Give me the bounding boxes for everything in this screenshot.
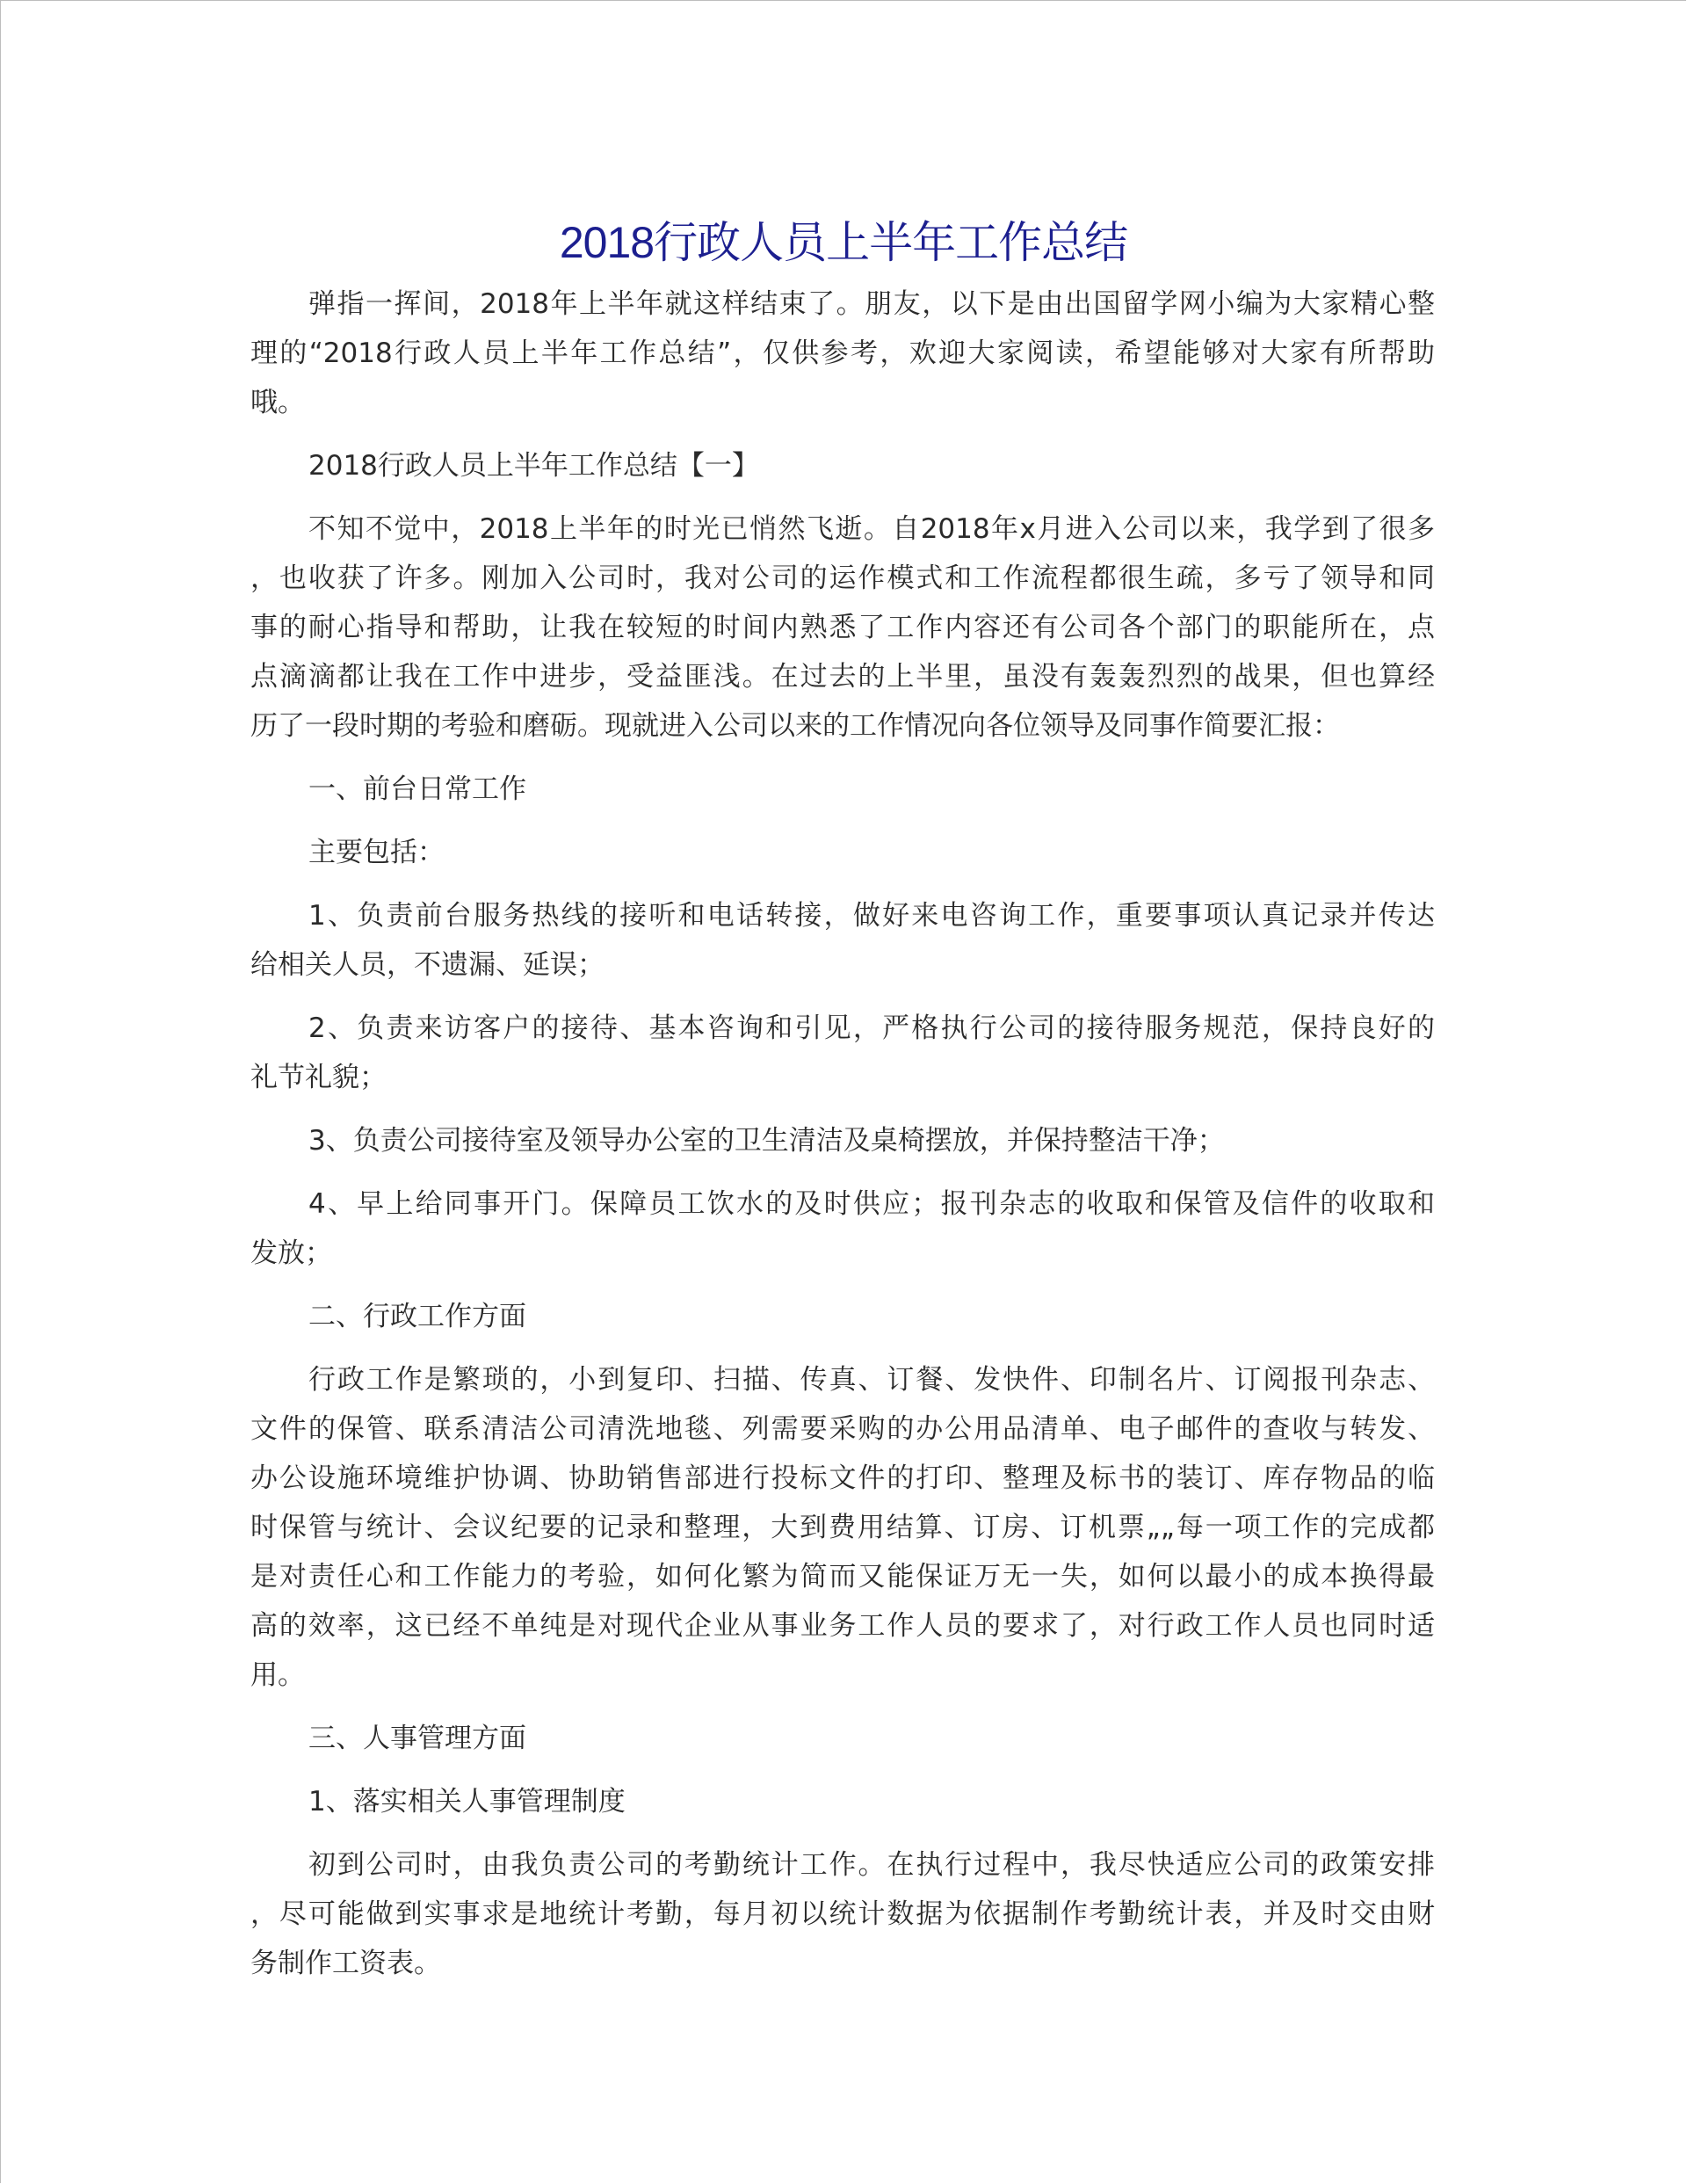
document-title: 2018行政人员上半年工作总结: [559, 218, 1128, 267]
paragraph: [250, 1840, 1435, 1988]
text-line: ，尽可能做到实事求是地统计考勤，每月初以统计数据为依据制作考勤统计表，并及时交由财: [250, 1898, 1435, 1930]
text-line: 1、落实相关人事管理制度: [308, 1786, 626, 1818]
text-line: 文件的保管、联系清洁公司清洗地毯、列需要采购的办公用品清单、电子邮件的查收与转发、: [250, 1413, 1435, 1445]
text-line: 三、人事管理方面: [308, 1723, 526, 1754]
text-line: 礼节礼貌；: [250, 1062, 387, 1093]
text-line: ，也收获了许多。刚加入公司时，我对公司的运作模式和工作流程都很生疏，多亏了领导和同: [250, 562, 1435, 594]
text-line: 历了一段时期的考验和磨砺。现就进入公司以来的工作情况向各位领导及同事作简要汇报：: [250, 710, 1340, 742]
text-line: 是对责任心和工作能力的考验，如何化繁为简而又能保证万无一失，如何以最小的成本换得最: [250, 1561, 1435, 1593]
text-line: 二、行政工作方面: [308, 1301, 526, 1332]
text-line: 弹指一挥间，2018年上半年就这样结束了。朋友，以下是由出国留学网小编为大家精心整: [308, 288, 1435, 320]
paragraph: [250, 1292, 1435, 1341]
paragraph: [250, 1004, 1435, 1102]
text-line: 初到公司时，由我负责公司的考勤统计工作。在执行过程中，我尽快适应公司的政策安排: [308, 1849, 1435, 1881]
text-line: 一、前台日常工作: [308, 773, 526, 805]
text-line: 3、负责公司接待室及领导办公室的卫生清洁及桌椅摆放，并保持整洁干净；: [308, 1125, 1225, 1157]
text-line: 办公设施环境维护协调、协助销售部进行投标文件的打印、整理及标书的装订、库存物品的临: [250, 1462, 1435, 1494]
text-line: 发放；: [250, 1237, 332, 1269]
text-line: 点滴滴都让我在工作中进步，受益匪浅。在过去的上半里，虽没有轰轰烈烈的战果，但也算经: [250, 661, 1435, 693]
text-line: 4、早上给同事开门。保障员工饮水的及时供应；报刊杂志的收取和保管及信件的收取和: [308, 1188, 1435, 1220]
paragraph: [250, 1714, 1435, 1763]
text-line: 不知不觉中，2018上半年的时光已悄然飞逝。自2018年x月进入公司以来，我学到了很多: [308, 513, 1435, 545]
text-line: 务制作工资表。: [250, 1948, 441, 1979]
paragraph: [250, 279, 1435, 427]
text-line: 给相关人员，不遗漏、延误；: [250, 949, 605, 981]
text-line: 用。: [250, 1659, 305, 1691]
paragraph: [250, 828, 1435, 877]
text-line: 时保管与统计、会议纪要的记录和整理，大到费用结算、订房、订机票„„每一项工作的完成都: [250, 1512, 1435, 1543]
paragraph: [250, 1116, 1435, 1165]
text-line: 理的“2018行政人员上半年工作总结”，仅供参考，欢迎大家阅读，希望能够对大家有所帮助: [250, 337, 1435, 369]
text-line: 2018行政人员上半年工作总结【一】: [308, 450, 759, 482]
paragraph: [250, 504, 1435, 751]
text-line: 2、负责来访客户的接待、基本咨询和引见，严格执行公司的接待服务规范，保持良好的: [308, 1012, 1435, 1044]
text-line: 哦。: [250, 387, 305, 418]
text-line: 行政工作是繁琐的，小到复印、扫描、传真、订餐、发快件、印制名片、订阅报刊杂志、: [308, 1364, 1435, 1396]
paragraph: [250, 1355, 1435, 1700]
text-line: 高的效率，这已经不单纯是对现代企业从事业务工作人员的要求了，对行政工作人员也同时适: [250, 1610, 1435, 1642]
text-line: 主要包括：: [308, 837, 445, 868]
paragraph: [250, 1179, 1435, 1278]
document-body: [250, 279, 1435, 2002]
text-line: 事的耐心指导和帮助，让我在较短的时间内熟悉了工作内容还有公司各个部门的职能所在，点: [250, 612, 1435, 643]
text-line: 1、负责前台服务热线的接听和电话转接，做好来电咨询工作，重要事项认真记录并传达: [308, 900, 1435, 932]
paragraph: [250, 891, 1435, 990]
paragraph: [250, 1777, 1435, 1826]
paragraph: [250, 765, 1435, 814]
paragraph: [250, 441, 1435, 490]
